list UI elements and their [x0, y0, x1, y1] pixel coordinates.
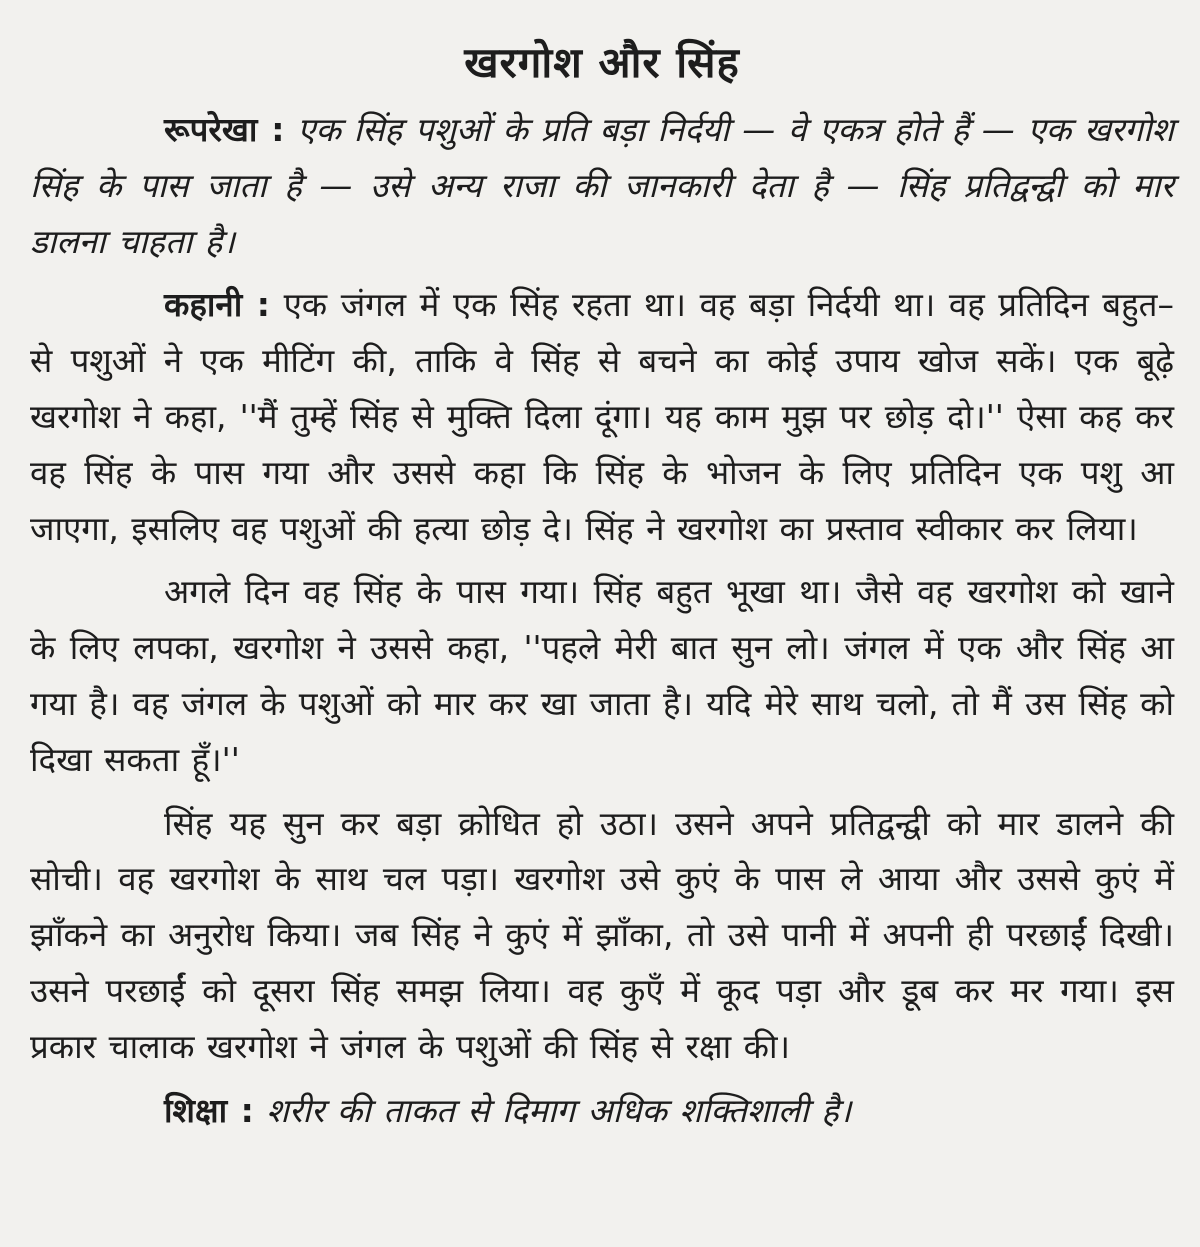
- story-paragraph-1: [30, 277, 1174, 556]
- story-text-1: एक जंगल में एक सिंह रहता था। वह बड़ा निर्दयी था। वह प्रतिदिन बहुत–से पशुओं ने एक मीटिंग की, ताकि वे सिंह से बचने का कोई उपाय खोज सकें। एक बूढ़े खरगोश ने कहा, ''मैं तुम्हें सिंह से मुक्ति दिला दूंगा। यह काम मुझ पर छोड़ दो।'' ऐसा कह कर वह सिंह के पास गया और उससे कहा कि सिंह के भोजन के लिए प्रतिदिन एक पशु आ जाएगा, इसलिए वह पशुओं की हत्या छोड़ दे। सिंह ने खरगोश का प्रस्ताव स्वीकार कर लिया।: [30, 285, 1174, 548]
- moral-paragraph: [30, 1083, 1174, 1139]
- moral-text: शरीर की ताकत से दिमाग अधिक शक्तिशाली है।: [266, 1090, 852, 1130]
- story-text-2: अगले दिन वह सिंह के पास गया। सिंह बहुत भूखा था। जैसे वह खरगोश को खाने के लिए लपका, खरगोश ने उससे कहा, ''पहले मेरी बात सुन लो। जंगल में एक और सिंह आ गया है। वह जंगल के पशुओं को मार कर खा जाता है। यदि मेरे साथ चलो, तो मैं उस सिंह को दिखा सकता हूँ।'': [30, 572, 1174, 779]
- story-paragraph-3: [30, 796, 1174, 1075]
- story-paragraph-2: [30, 564, 1174, 787]
- outline-label: रूपरेखा :: [164, 110, 285, 149]
- story-label: कहानी :: [164, 285, 271, 325]
- moral-label: शिक्षा :: [164, 1090, 254, 1130]
- outline-paragraph: [30, 102, 1174, 269]
- story-text-3: सिंह यह सुन कर बड़ा क्रोधित हो उठा। उसने अपने प्रतिद्वन्द्वी को मार डालने की सोची। वह खरगोश के साथ चल पड़ा। खरगोश उसे कुएं के पास ले आया और उससे कुएं में झाँकने का अनुरोध किया। जब सिंह ने कुएं में झाँका, तो उसे पानी में अपनी ही परछाईं दिखी। उसने परछाईं को दूसरा सिंह समझ लिया। वह कुएँ में कूद पड़ा और डूब कर मर गया। इस प्रकार चालाक खरगोश ने जंगल के पशुओं की सिंह से रक्षा की।: [30, 803, 1174, 1066]
- page-title: खरगोश और सिंह: [464, 38, 740, 87]
- outline-text: एक सिंह पशुओं के प्रति बड़ा निर्दयी — वे एकत्र होते हैं — एक खरगोश सिंह के पास जाता है — उसे अन्य राजा की जानकारी देता है — सिंह प्रतिद्वन्द्वी को मार डालना चाहता है।: [30, 110, 1174, 261]
